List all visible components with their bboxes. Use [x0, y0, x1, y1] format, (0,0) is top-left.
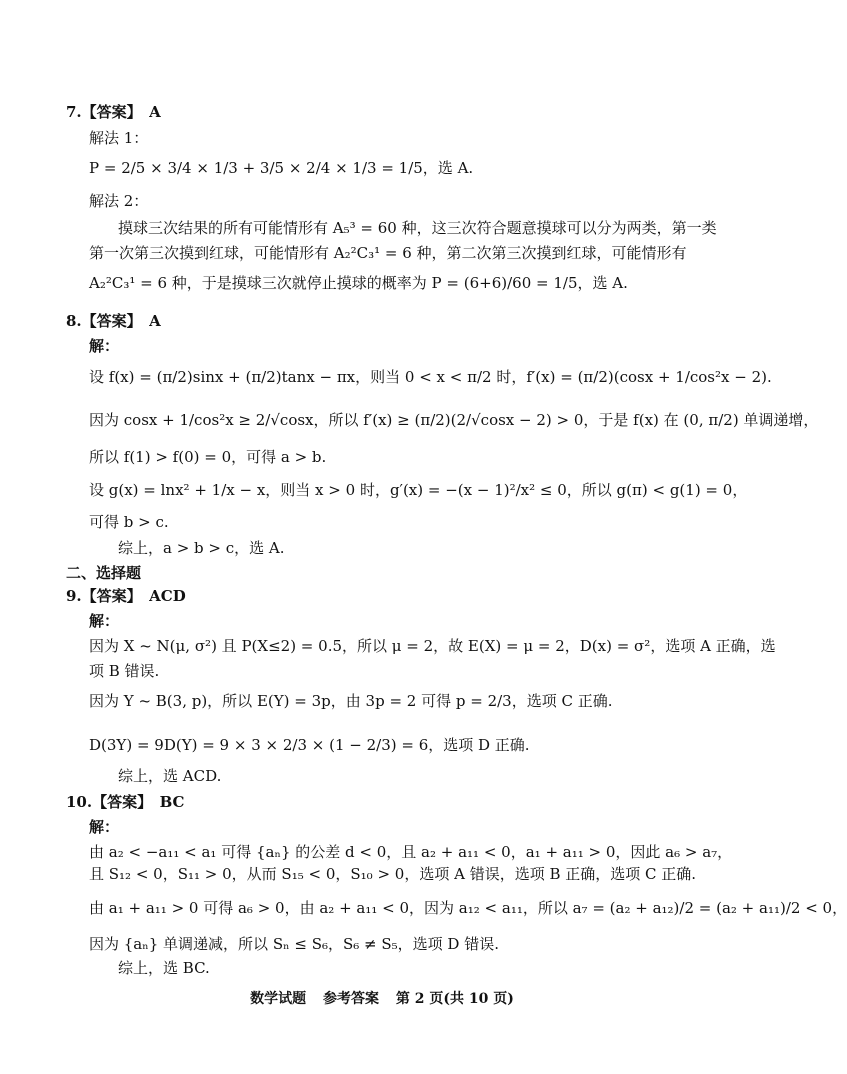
- q8-line3: 所以 f(1) > f(0) = 0，可得 a > b.: [89, 448, 327, 466]
- q10-answer-heading: 10.【答案】 BC: [66, 793, 185, 811]
- q10-conclusion: 综上，选 BC.: [118, 959, 210, 977]
- footer-page-number: 第 2 页(共 10 页): [395, 991, 514, 1007]
- q9-line3: 因为 Y ~ B(3, p)，所以 E(Y) = 3p，由 3p = 2 可得 p = 2/3，选项 C 正确.: [89, 692, 613, 710]
- q7-method2-label: 解法 2：: [89, 192, 149, 210]
- q9-conclusion: 综上，选 ACD.: [118, 767, 222, 785]
- section-heading: 二、选择题: [66, 564, 142, 582]
- q9-line2: 项 B 错误.: [89, 662, 160, 680]
- q9-line4: D(3Y) = 9D(Y) = 9 × 3 × 2/3 × (1 − 2/3) = 6，选项 D 正确.: [89, 736, 530, 754]
- q7-method2-line2: 第一次第三次摸到红球，可能情形有 A₂²C₃¹ = 6 种，第二次第三次摸到红球，可能情形有: [89, 244, 687, 262]
- q7-method2-line3: A₂²C₃¹ = 6 种，于是摸球三次就停止摸球的概率为 P = (6+6)/60 = 1/5，选 A.: [89, 274, 628, 292]
- q7-method1-formula: P = 2/5 × 3/4 × 1/3 + 3/5 × 2/4 × 1/3 = 1/5，选 A.: [89, 159, 474, 177]
- footer-subject: 数学试题: [250, 991, 307, 1007]
- q9-solution-label: 解：: [89, 612, 120, 630]
- q8-conclusion: 综上，a > b > c，选 A.: [118, 539, 285, 557]
- q8-answer-heading: 8.【答案】 A: [66, 312, 161, 330]
- q10-solution-label: 解：: [89, 818, 120, 836]
- q8-line1: 设 f(x) = (π/2)sinx + (π/2)tanx − πx，则当 0 < x < π/2 时，f′(x) = (π/2)(cosx + 1/cos²x − 2).: [89, 368, 772, 386]
- q10-line2: 且 S₁₂ < 0，S₁₁ > 0，从而 S₁₅ < 0，S₁₀ > 0，选项 A 错误，选项 B 正确，选项 C 正确.: [89, 865, 697, 883]
- q7-method2-line1: 摸球三次结果的所有可能情形有 A₅³ = 60 种，这三次符合题意摸球可以分为两类，第一类: [118, 219, 717, 237]
- q9-line1: 因为 X ~ N(μ, σ²) 且 P(X≤2) = 0.5，所以 μ = 2，故 E(X) = μ = 2，D(x) = σ²，选项 A 正确，选: [89, 637, 776, 655]
- q8-line5: 可得 b > c.: [89, 513, 169, 531]
- q9-answer-heading: 9.【答案】 ACD: [66, 587, 186, 605]
- q8-solution-label: 解：: [89, 337, 120, 355]
- q7-answer-heading: 7.【答案】 A: [66, 103, 161, 121]
- q10-line3: 由 a₁ + a₁₁ > 0 可得 a₆ > 0，由 a₂ + a₁₁ < 0，因为 a₁₂ < a₁₁，所以 a₇ = (a₂ + a₁₂)/2 = (a₂ + a₁₁)/2 < 0，: [89, 899, 847, 917]
- q8-line2: 因为 cosx + 1/cos²x ≥ 2/√cosx，所以 f′(x) ≥ (π/2)(2/√cosx − 2) > 0，于是 f(x) 在 (0, π/2) 单调递增，: [89, 411, 819, 429]
- q10-line1: 由 a₂ < −a₁₁ < a₁ 可得 {aₙ} 的公差 d < 0，且 a₂ + a₁₁ < 0，a₁ + a₁₁ > 0，因此 a₆ > a₇，: [89, 843, 733, 861]
- q10-line4: 因为 {aₙ} 单调递减，所以 Sₙ ≤ S₆，S₆ ≠ S₅，选项 D 错误.: [89, 935, 499, 953]
- footer-kind: 参考答案: [323, 991, 380, 1007]
- page-footer: [0, 988, 764, 1008]
- q8-line4: 设 g(x) = lnx² + 1/x − x，则当 x > 0 时，g′(x) = −(x − 1)²/x² ≤ 0，所以 g(π) < g(1) = 0，: [89, 481, 748, 499]
- q7-method1-label: 解法 1：: [89, 129, 149, 147]
